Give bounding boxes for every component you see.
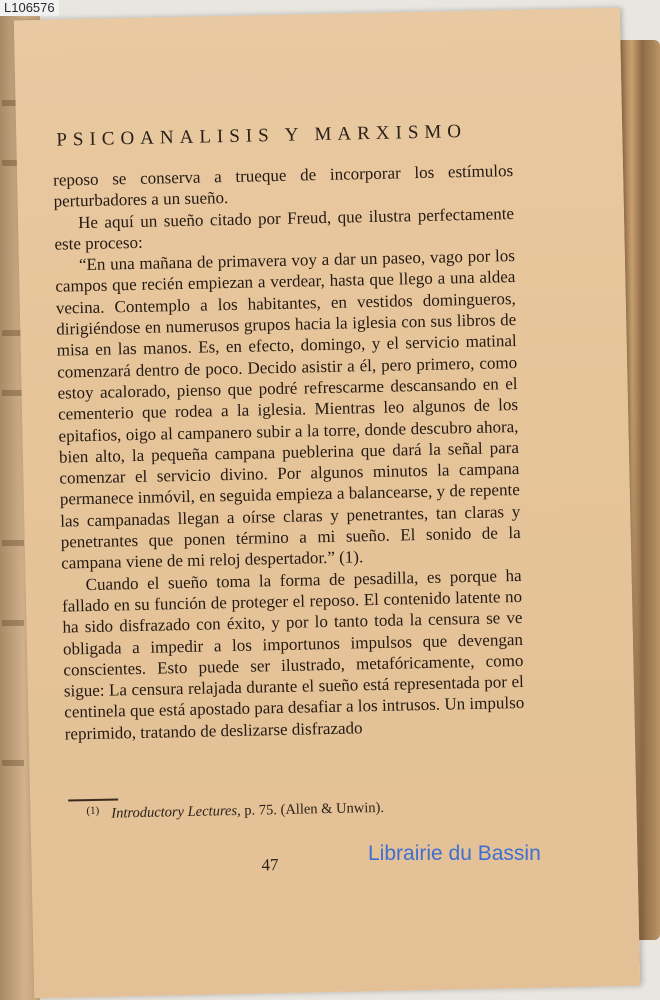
footnote-title: Introductory Lectures,: [111, 802, 241, 822]
paragraph-quote: “En una mañana de primavera voy a dar un paseo, vago por los campos que recién empiezan a verdear, hasta que llego a una aldea vecina. Contemplo a los habitantes, en vestidos domingueros, dirigiéndose en numerusos grupos hacia la iglesia con sus libros de misa en las manos. Es, en efecto, domingo, y el servicio matinal comenzará dentro de poco. Decido asistir a él, pero primero, como estoy acalorado, pienso que podré refrescarme descansando en el cementerio que rodea a la iglesia. Mientras leo algunos de los epitafios, oigo al campanero subir a la torre, donde descubro ahora, bien alto, la pequeña campana pueblerina que dará la señal para comenzar el servicio divino. Por algunos minutos la campana permanece inmóvil, en seguida empieza a balancearse, y de repente las campanadas llegan a oírse claras y penetrantes, tan claras y penetrantes que ponen término a mi sueño. El sonido de la campana viene de mi reloj despertador.” (1).: [55, 246, 521, 573]
paragraph-4: Cuando el sueño toma la forma de pesadilla, es porque ha fallado en su función de proteger el reposo. El contenido latente no ha sido disfrazado con éxito, y por lo tanto toda la censura se ve obligada a impedir a los importunos impulsos que devengan conscientes. Esto puede ser ilustrado, metafóricamente, como sigue: La censura relajada durante el sueño está representada por el centinela que está apostado para desafiar a los intrusos. Un impulso reprimido, tratando de deslizarse disfrazado: [61, 565, 525, 744]
catalog-label: L106576: [0, 0, 59, 16]
seller-watermark: Librairie du Bassin: [368, 842, 541, 865]
book-page: [14, 8, 640, 998]
page-number: 47: [261, 855, 279, 875]
footnote-rest: p. 75. (Allen & Unwin).: [244, 799, 385, 819]
paragraph-2: He aquí un sueño citado por Freud, que ilustra perfectamente este proceso:: [54, 203, 515, 254]
body-text: [53, 160, 525, 745]
footnote-rule: [68, 798, 118, 801]
footnote: [86, 796, 506, 823]
running-head: PSICOANALISIS Y MARXISMO: [56, 120, 468, 151]
paragraph-1: reposo se conserva a trueque de incorporar los estímulos perturbadores a un sueño.: [52, 161, 514, 211]
footnote-mark: (1): [86, 804, 100, 818]
